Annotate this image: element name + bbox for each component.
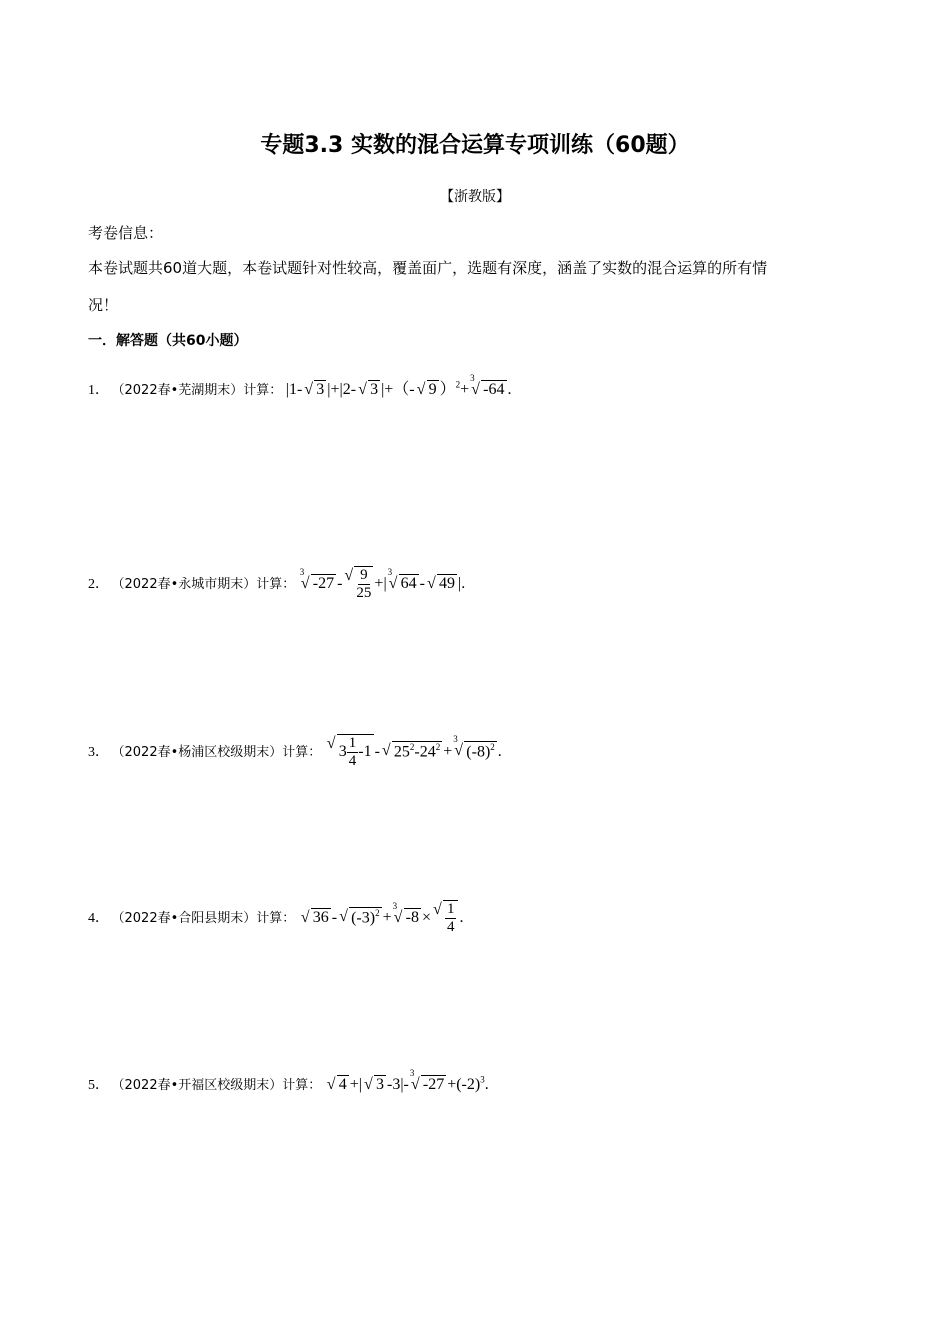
- question-expression: √ 3 $\frac{1}{4}$ -1 - √ $25^2-24^2$ + 3 √ $(-8)^2$ .: [326, 733, 502, 769]
- question-expression: 3 √ -27 - √ $\frac{9}{25}$ +| 3 √ 64 - √ 49 |.: [299, 567, 466, 601]
- page-title: 专题3.3 实数的混合运算专项训练（60题）: [260, 133, 690, 158]
- question-source: （2022春•芜湖期末）计算：: [111, 383, 283, 398]
- question-number: 1．: [88, 383, 109, 398]
- question-2: [88, 566, 465, 602]
- question-source: （2022春•永城市期末）计算：: [111, 577, 296, 593]
- question-source: （2022春•开福区校级期末）计算：: [111, 1078, 322, 1093]
- question-expression: |1- √ 3 |+|2- √ 3 |+（- √ 9 ）$^2$+ 3 √ -64 .: [285, 373, 512, 398]
- question-source: （2022春•合阳县期末）计算：: [111, 911, 296, 927]
- info-text-line-1: 本卷试题共60道大题，本卷试题针对性较高，覆盖面广，选题有深度，涵盖了实数的混合运算的所有情: [88, 259, 768, 277]
- section-heading: 一．解答题（共60小题）: [88, 333, 248, 349]
- question-3: [88, 734, 502, 770]
- question-expression: √ 36 - √ $(-3)^2$ + 3 √ -8 × √ $\frac{1}{4}$ .: [300, 901, 464, 935]
- question-source: （2022春•杨浦区校级期末）计算：: [111, 745, 322, 761]
- question-number: 2．: [88, 577, 109, 593]
- question-1: [88, 373, 512, 399]
- question-expression: √ 4 +| √ 3 -3|- 3 √ $-27 +(-2)^3$.: [326, 1068, 489, 1093]
- info-text-line-2: 况！: [88, 296, 119, 314]
- question-4: [88, 900, 463, 936]
- question-number: 3．: [88, 745, 109, 761]
- question-number: 4．: [88, 911, 109, 927]
- question-number: 5．: [88, 1078, 109, 1093]
- edition-label: 【浙教版】: [440, 189, 510, 205]
- info-label: 考卷信息：: [88, 224, 164, 242]
- question-5: [88, 1068, 489, 1094]
